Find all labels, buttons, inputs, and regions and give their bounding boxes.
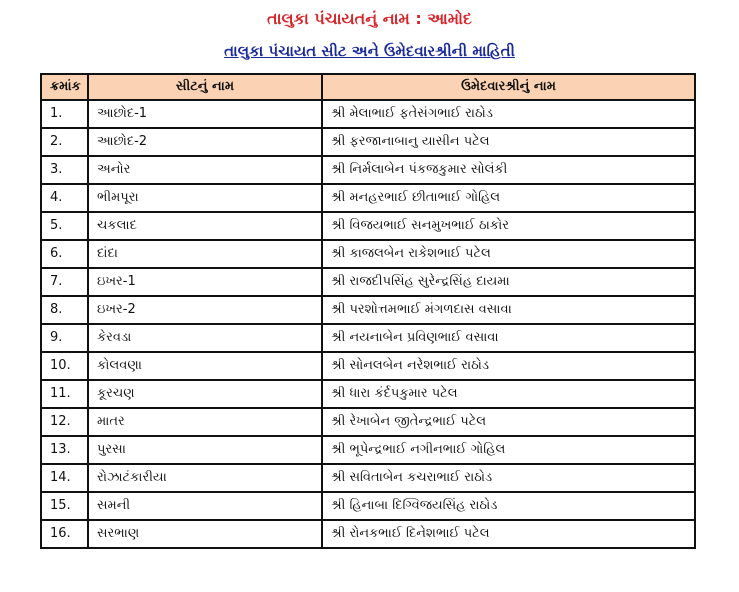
candidate-name-cell: શ્રી પરશોત્તમભાઈ મંગળદાસ વસાવા xyxy=(322,296,695,324)
candidate-name-cell: શ્રી નિર્મલાબેન પંકજકુમાર સોલંકી xyxy=(322,156,695,184)
seat-name-cell: અનોર xyxy=(88,156,322,184)
serial-cell: 4. xyxy=(41,184,88,212)
table-row xyxy=(41,240,695,268)
seat-name-cell: કોલવણા xyxy=(88,352,322,380)
candidate-name-cell: શ્રી મનહરભાઈ છીતાભાઈ ગોહિલ xyxy=(322,184,695,212)
candidate-name-cell: શ્રી સોનલબેન નરેશભાઈ રાઠોડ xyxy=(322,352,695,380)
column-header-candidate-name: ઉમેદવારશ્રીનું નામ xyxy=(322,74,695,100)
serial-cell: 13. xyxy=(41,436,88,464)
candidate-name-cell: શ્રી ભૂપેન્દ્રભાઈ નગીનભાઈ ગોહિલ xyxy=(322,436,695,464)
table-row xyxy=(41,520,695,548)
seat-name-cell: કેરવડા xyxy=(88,324,322,352)
table-row xyxy=(41,464,695,492)
seat-name-cell: ચકલાદ xyxy=(88,212,322,240)
serial-cell: 2. xyxy=(41,128,88,156)
table-row xyxy=(41,268,695,296)
table-row xyxy=(41,100,695,128)
seat-name-cell: સરભાણ xyxy=(88,520,322,548)
serial-cell: 8. xyxy=(41,296,88,324)
candidate-name-cell: શ્રી રોનકભાઈ દિનેશભાઈ પટેલ xyxy=(322,520,695,548)
table-row xyxy=(41,436,695,464)
page-subtitle: તાલુકા પંચાયત સીટ અને ઉમેદવારશ્રીની માહિતી xyxy=(224,42,515,60)
page-title: તાલુકા પંચાયતનું નામ : આમોદ xyxy=(267,9,472,28)
seat-candidate-table xyxy=(40,73,696,549)
candidate-name-cell: શ્રી ધારા કંર્દપકુમાર પટેલ xyxy=(322,380,695,408)
serial-cell: 3. xyxy=(41,156,88,184)
serial-cell: 10. xyxy=(41,352,88,380)
column-header-seat-name: સીટનું નામ xyxy=(88,74,322,100)
serial-cell: 15. xyxy=(41,492,88,520)
seat-name-cell: સમની xyxy=(88,492,322,520)
table-row xyxy=(41,296,695,324)
table-row xyxy=(41,212,695,240)
candidate-name-cell: શ્રી હિનાબા દિગ્વિજયસિંહ રાઠોડ xyxy=(322,492,695,520)
candidate-name-cell: શ્રી કાજલબેન રાકેશભાઈ પટેલ xyxy=(322,240,695,268)
table-row xyxy=(41,492,695,520)
seat-name-cell: ઇખર-2 xyxy=(88,296,322,324)
serial-cell: 6. xyxy=(41,240,88,268)
seat-name-cell: રોઝાટંકારીયા xyxy=(88,464,322,492)
table-row xyxy=(41,184,695,212)
table-row xyxy=(41,408,695,436)
serial-cell: 16. xyxy=(41,520,88,548)
candidate-name-cell: શ્રી નયનાબેન પ્રવિણભાઈ વસાવા xyxy=(322,324,695,352)
seat-name-cell: આછોદ-2 xyxy=(88,128,322,156)
candidate-name-cell: શ્રી વિજયભાઈ સનમુખભાઈ ઠાકોર xyxy=(322,212,695,240)
seat-name-cell: કૂરચણ xyxy=(88,380,322,408)
table-header-row xyxy=(41,74,695,100)
serial-cell: 5. xyxy=(41,212,88,240)
table-row xyxy=(41,352,695,380)
seat-name-cell: માતર xyxy=(88,408,322,436)
seat-name-cell: પુરસા xyxy=(88,436,322,464)
serial-cell: 7. xyxy=(41,268,88,296)
seat-name-cell: દાંદા xyxy=(88,240,322,268)
column-header-serial: ક્રમાંક xyxy=(41,74,88,100)
table-row xyxy=(41,156,695,184)
serial-cell: 1. xyxy=(41,100,88,128)
serial-cell: 14. xyxy=(41,464,88,492)
candidate-name-cell: શ્રી મેલાભાઈ ફતેસંગભાઈ રાઠોડ xyxy=(322,100,695,128)
candidate-name-cell: શ્રી રાજદીપસિંહ સુરેન્દ્રસિંહ દાયમા xyxy=(322,268,695,296)
candidate-name-cell: શ્રી સવિતાબેન કચરાભાઈ રાઠોડ xyxy=(322,464,695,492)
serial-cell: 11. xyxy=(41,380,88,408)
candidate-name-cell: શ્રી રેખાબેન જીતેન્દ્રભાઈ પટેલ xyxy=(322,408,695,436)
seat-name-cell: ઇખર-1 xyxy=(88,268,322,296)
table-row xyxy=(41,128,695,156)
seat-name-cell: આછોદ-1 xyxy=(88,100,322,128)
table-row xyxy=(41,380,695,408)
seat-name-cell: ભીમપૂરા xyxy=(88,184,322,212)
serial-cell: 9. xyxy=(41,324,88,352)
candidate-name-cell: શ્રી ફરજાનાબાનુ યાસીન પટેલ xyxy=(322,128,695,156)
table-row xyxy=(41,324,695,352)
serial-cell: 12. xyxy=(41,408,88,436)
